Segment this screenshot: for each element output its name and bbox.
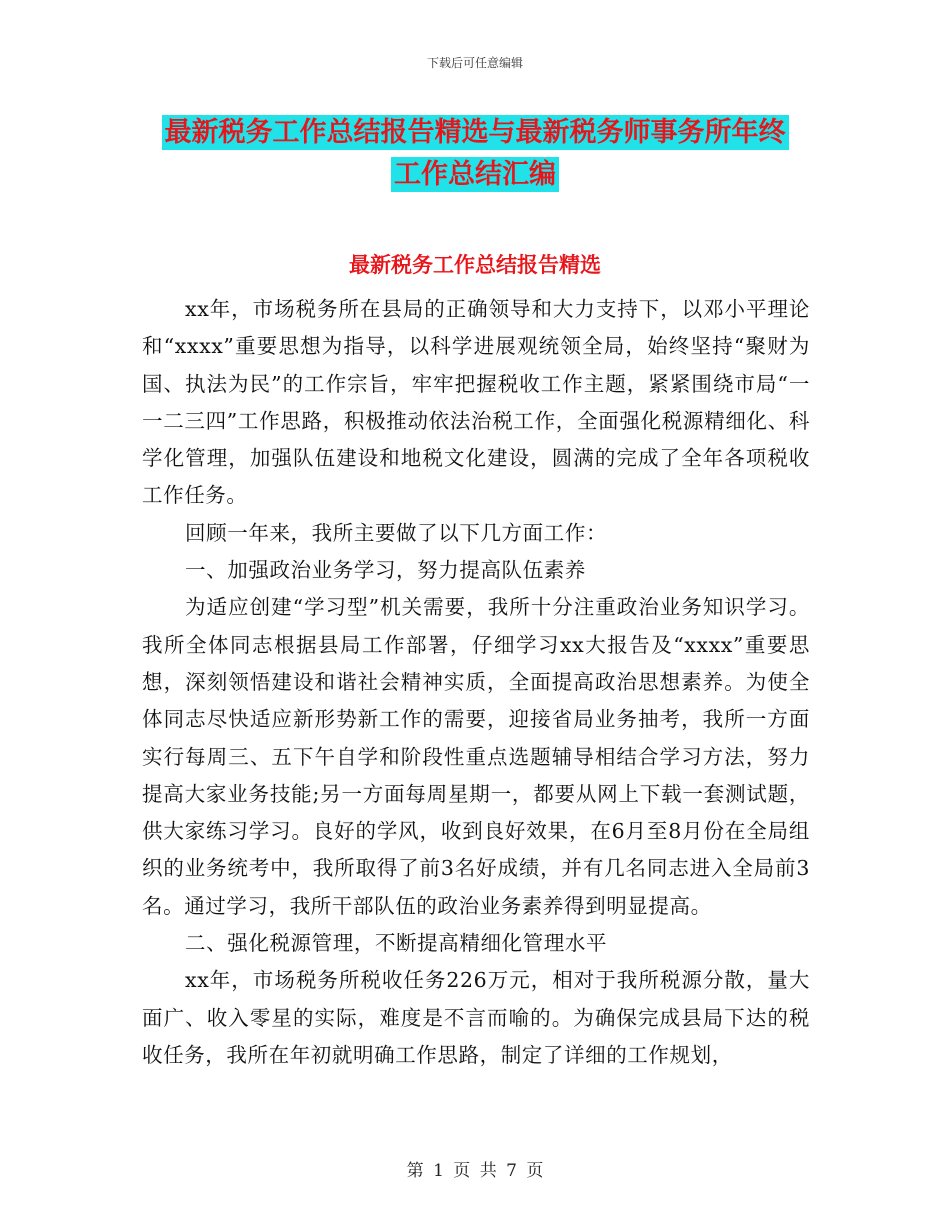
body-paragraph: 为适应创建“学习型”机关需要，我所十分注重政治业务知识学习。我所全体同志根据县局工作部署，仔细学习xx大报告及“xxxx”重要思想，深刻领悟建设和谐社会精神实质，全面提高政治思想素养。为使全体同志尽快适应新形势新工作的需要，迎接省局业务抽考，我所一方面实行每周三、五下午自学和阶段性重点选题辅导相结合学习方法，努力提高大家业务技能;另一方面每周星期一，都要从网上下载一套测试题，供大家练习学习。良好的学风，收到良好效果，在6月至8月份在全局组织的业务统考中，我所取得了前3名好成绩，并有几名同志进入全局前3名。通过学习，我所干部队伍的政治业务素养得到明显提高。 (142, 595, 810, 918)
body-paragraph: xx年，市场税务所在县局的正确领导和大力支持下，以邓小平理论和“xxxx”重要思想为指导，以科学进展观统领全局，始终坚持“聚财为国、执法为民”的工作宗旨，牢牢把握税收工作主题，紧紧围绕市局“一一二三四”工作思路，积极推动依法治税工作，全面强化税源精细化、科学化管理，加强队伍建设和地税文化建设，圆满的完成了全年各项税收工作任务。 (142, 297, 810, 508)
document-title-line-2: 工作总结汇编 (391, 157, 559, 192)
document-title-line-1: 最新税务工作总结报告精选与最新税务师事务所年终 (162, 115, 789, 150)
page-footer: 第 1 页 共 7 页 (406, 1161, 544, 1181)
section-heading-1: 一、加强政治业务学习，努力提高队伍素养 (185, 558, 586, 583)
body-paragraph: 回顾一年来，我所主要做了以下几方面工作： (185, 520, 608, 545)
section-heading-2: 二、强化税源管理，不断提高精细化管理水平 (185, 931, 608, 956)
section-title: 最新税务工作总结报告精选 (349, 253, 601, 277)
page-header-note: 下载后可任意编辑 (426, 56, 523, 70)
body-paragraph: xx年，市场税务所税收任务226万元，相对于我所税源分散，量大面广、收入零星的实际，难度是不言而喻的。为确保完成县局下达的税收任务，我所在年初就明确工作思路，制定了详细的工作规划， (142, 968, 810, 1067)
document-title (140, 112, 810, 196)
document-body (142, 291, 810, 1074)
